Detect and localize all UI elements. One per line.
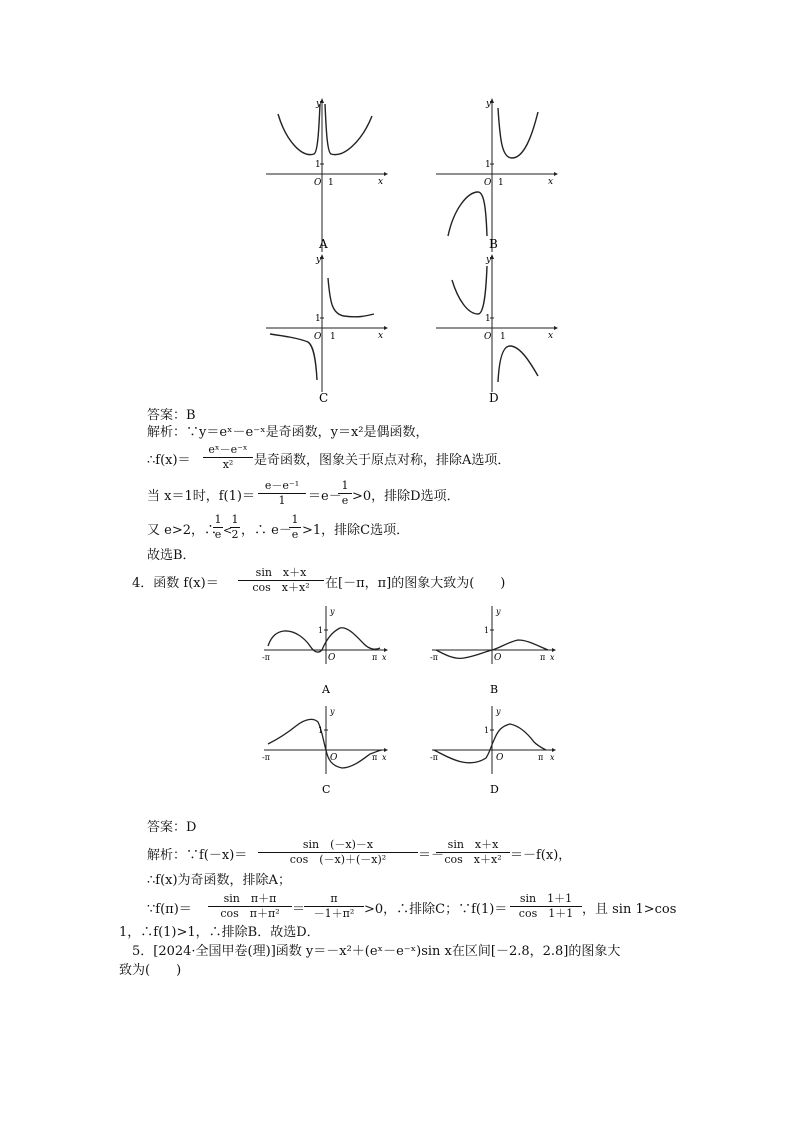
- q3c-y-label: y: [316, 255, 322, 265]
- q3-l4-mid: ，∴ e－: [241, 523, 292, 538]
- q4b-ytick-1: 1: [484, 626, 490, 635]
- q3-l3-num2: 1: [341, 479, 349, 492]
- q3d-origin: O: [484, 332, 492, 342]
- q4-l1-den: cos (－x)＋(－x)²: [289, 853, 387, 866]
- q3-solution-line-2: [147, 453, 191, 469]
- q4-l2: ∴f(x)为奇函数，排除A；: [147, 873, 291, 888]
- q3-graph-d: [432, 252, 562, 408]
- q3-l3-fraction2: [338, 480, 352, 507]
- q3-l4-lt: <: [223, 524, 233, 537]
- q4-caption-b: B: [490, 683, 499, 696]
- q4-suffix: 在[－π，π]的图象大致为( ): [325, 576, 506, 591]
- q3d-y-label: y: [486, 255, 492, 265]
- q3-l3-mid: ＝e－: [308, 489, 342, 504]
- q3-l2-prefix: ∴f(x)＝: [147, 453, 191, 468]
- q3-l4-fraction-b: [230, 514, 240, 541]
- q4-l1-fraction: [258, 839, 418, 866]
- q3-l3-fraction: [258, 480, 306, 507]
- q3-answer: 答案：B: [147, 408, 196, 423]
- q3-l4-fraction-a: [213, 514, 223, 541]
- q3-l3-num: e－e⁻¹: [264, 479, 300, 492]
- q4-l1-mid: ＝－: [418, 848, 445, 863]
- q3-l3-prefix: 当 x＝1时，f(1)＝: [147, 489, 255, 504]
- q4d-ytick-1: 1: [484, 726, 490, 735]
- q4-l1-suffix: ＝－f(x)，: [510, 848, 572, 863]
- q3d-ytick-1: 1: [485, 314, 491, 324]
- q4-l3-num2: π: [330, 892, 338, 905]
- q4-l3-fraction3: [510, 893, 582, 920]
- q4a-y-label: y: [330, 607, 335, 616]
- q4-num: sin x＋x: [255, 566, 307, 579]
- q4-l3-den3: cos 1＋1: [518, 907, 574, 920]
- q3-l2-fraction: [203, 444, 253, 471]
- q3-solution-line-1: 解析：∵y＝eˣ－e⁻ˣ是奇函数，y＝x²是偶函数，: [147, 425, 429, 440]
- q4-graph-b: [428, 604, 558, 696]
- q3c-ytick-1: 1: [315, 314, 321, 324]
- q3a-origin: O: [314, 178, 322, 188]
- q4a-origin: O: [328, 653, 336, 663]
- q3-l4-b-num: 1: [231, 513, 239, 526]
- q4-l3-num3: sin 1＋1: [519, 892, 573, 905]
- q3a-x-label: x: [378, 177, 384, 187]
- q4-l1-num2: sin x＋x: [447, 838, 499, 851]
- q4-den: cos x＋x²: [252, 581, 310, 594]
- q4-l3-mid: >0，∴排除C；∵f(1)＝: [364, 902, 508, 917]
- q4a-neg-pi: -π: [262, 653, 270, 662]
- q4-l1-den2: cos x＋x²: [444, 853, 502, 866]
- q3-l4-prefix: 又 e>2，∴: [147, 523, 217, 538]
- q4-caption-a: A: [322, 683, 330, 696]
- q3-graph-a: [262, 96, 392, 256]
- q4-l1-num: sin (－x)－x: [302, 838, 374, 851]
- q3d-x-label: x: [548, 331, 554, 341]
- q4-caption-c: C: [322, 783, 331, 796]
- q4d-y-label: y: [496, 707, 501, 716]
- q4-graph-a: [260, 604, 390, 696]
- q3-l3-suffix: >0，排除D选项．: [352, 489, 460, 504]
- q3b-ytick-1: 1: [485, 160, 491, 170]
- q4b-y-label: y: [496, 607, 501, 616]
- q4a-ytick-1: 1: [318, 626, 324, 635]
- q4-fraction: [238, 567, 324, 594]
- q3c-x-label: x: [378, 331, 384, 341]
- q4d-pi: π: [538, 753, 544, 762]
- q3a-tick-1: 1: [328, 178, 334, 188]
- q4d-x-label: x: [550, 753, 555, 762]
- q4b-x-label: x: [550, 653, 555, 662]
- q3-l3-den2: e: [341, 494, 349, 507]
- q3c-origin: O: [314, 332, 322, 342]
- q3-l4-c-den: e: [291, 528, 299, 541]
- q4a-x-label: x: [382, 653, 387, 662]
- q3b-origin: O: [484, 178, 492, 188]
- q4-l1-fraction2: [436, 839, 510, 866]
- q4c-neg-pi: -π: [262, 753, 270, 762]
- q4-answer: 答案：D: [147, 820, 197, 835]
- q3b-tick-1: 1: [498, 178, 504, 188]
- q4b-pi: π: [540, 653, 546, 662]
- q4-prefix: 4．函数 f(x)＝: [132, 576, 219, 591]
- q4c-y-label: y: [330, 707, 335, 716]
- q4-caption-d: D: [490, 783, 499, 796]
- q3-graph-b: [432, 96, 562, 256]
- q3b-y-label: y: [486, 99, 492, 109]
- q3-l4-a-num: 1: [214, 513, 222, 526]
- q4c-origin: O: [330, 753, 338, 763]
- q3c-tick-1: 1: [330, 332, 336, 342]
- q3-l4-c-num: 1: [291, 513, 299, 526]
- q3-l5: 故选B．: [147, 548, 196, 563]
- q3-l4-fraction-c: [289, 514, 301, 541]
- q3-graph-c: [262, 252, 392, 408]
- q5-line-2: 致为( ): [119, 963, 182, 978]
- q3-l2-den: x²: [222, 458, 234, 471]
- q4b-origin: O: [494, 653, 502, 663]
- q4-l3-eq: ＝: [292, 902, 306, 917]
- q3-l3-den: 1: [278, 494, 286, 507]
- q3-caption-c: C: [319, 391, 329, 405]
- q4-l3-den2: －1＋π²: [313, 907, 355, 920]
- q3-caption-b: B: [489, 237, 498, 251]
- q3-l2-suffix: 是奇函数，图象关于原点对称，排除A选项．: [254, 453, 511, 468]
- q3a-y-label: y: [316, 99, 322, 109]
- q4d-neg-pi: -π: [430, 753, 438, 762]
- q4-l3-fraction2: [304, 893, 364, 920]
- q3-caption-d: D: [489, 391, 499, 405]
- q4-graph-d: [428, 704, 558, 796]
- q4-l3-suffix: ，且 sin 1>cos: [582, 902, 677, 917]
- q4-l3-prefix: ∵f(π)＝: [147, 902, 192, 917]
- q4a-pi: π: [372, 653, 378, 662]
- q3a-ytick-1: 1: [315, 160, 321, 170]
- q3-l4-b-den: 2: [231, 528, 239, 541]
- q5-line-1: 5．[2024·全国甲卷(理)]函数 y＝－x²＋(eˣ－e⁻ˣ)sin x在区间[－2.8，2.8]的图象大: [132, 944, 621, 959]
- q4-l1-prefix: 解析：∵f(－x)＝: [147, 848, 248, 863]
- q3-l2-num: eˣ－e⁻ˣ: [208, 443, 248, 456]
- q4-l3-den: cos π＋π²: [220, 907, 280, 920]
- q4-l3-fraction: [208, 893, 292, 920]
- q4c-pi: π: [372, 753, 378, 762]
- q4-l4: 1，∴f(1)>1，∴排除B．故选D．: [119, 925, 320, 940]
- q3d-tick-1: 1: [500, 332, 506, 342]
- q4d-origin: O: [496, 753, 504, 763]
- q4-graph-c: [260, 704, 390, 796]
- q4b-neg-pi: -π: [430, 653, 438, 662]
- q3-l4-suffix: >1，排除C选项．: [302, 523, 410, 538]
- q4c-ytick-1: 1: [318, 726, 324, 735]
- q3-caption-a: A: [319, 237, 328, 251]
- q3b-x-label: x: [548, 177, 554, 187]
- q4c-x-label: x: [382, 753, 387, 762]
- q4-l3-num: sin π＋π: [223, 892, 277, 905]
- q3-l4-a-den: e: [214, 528, 222, 541]
